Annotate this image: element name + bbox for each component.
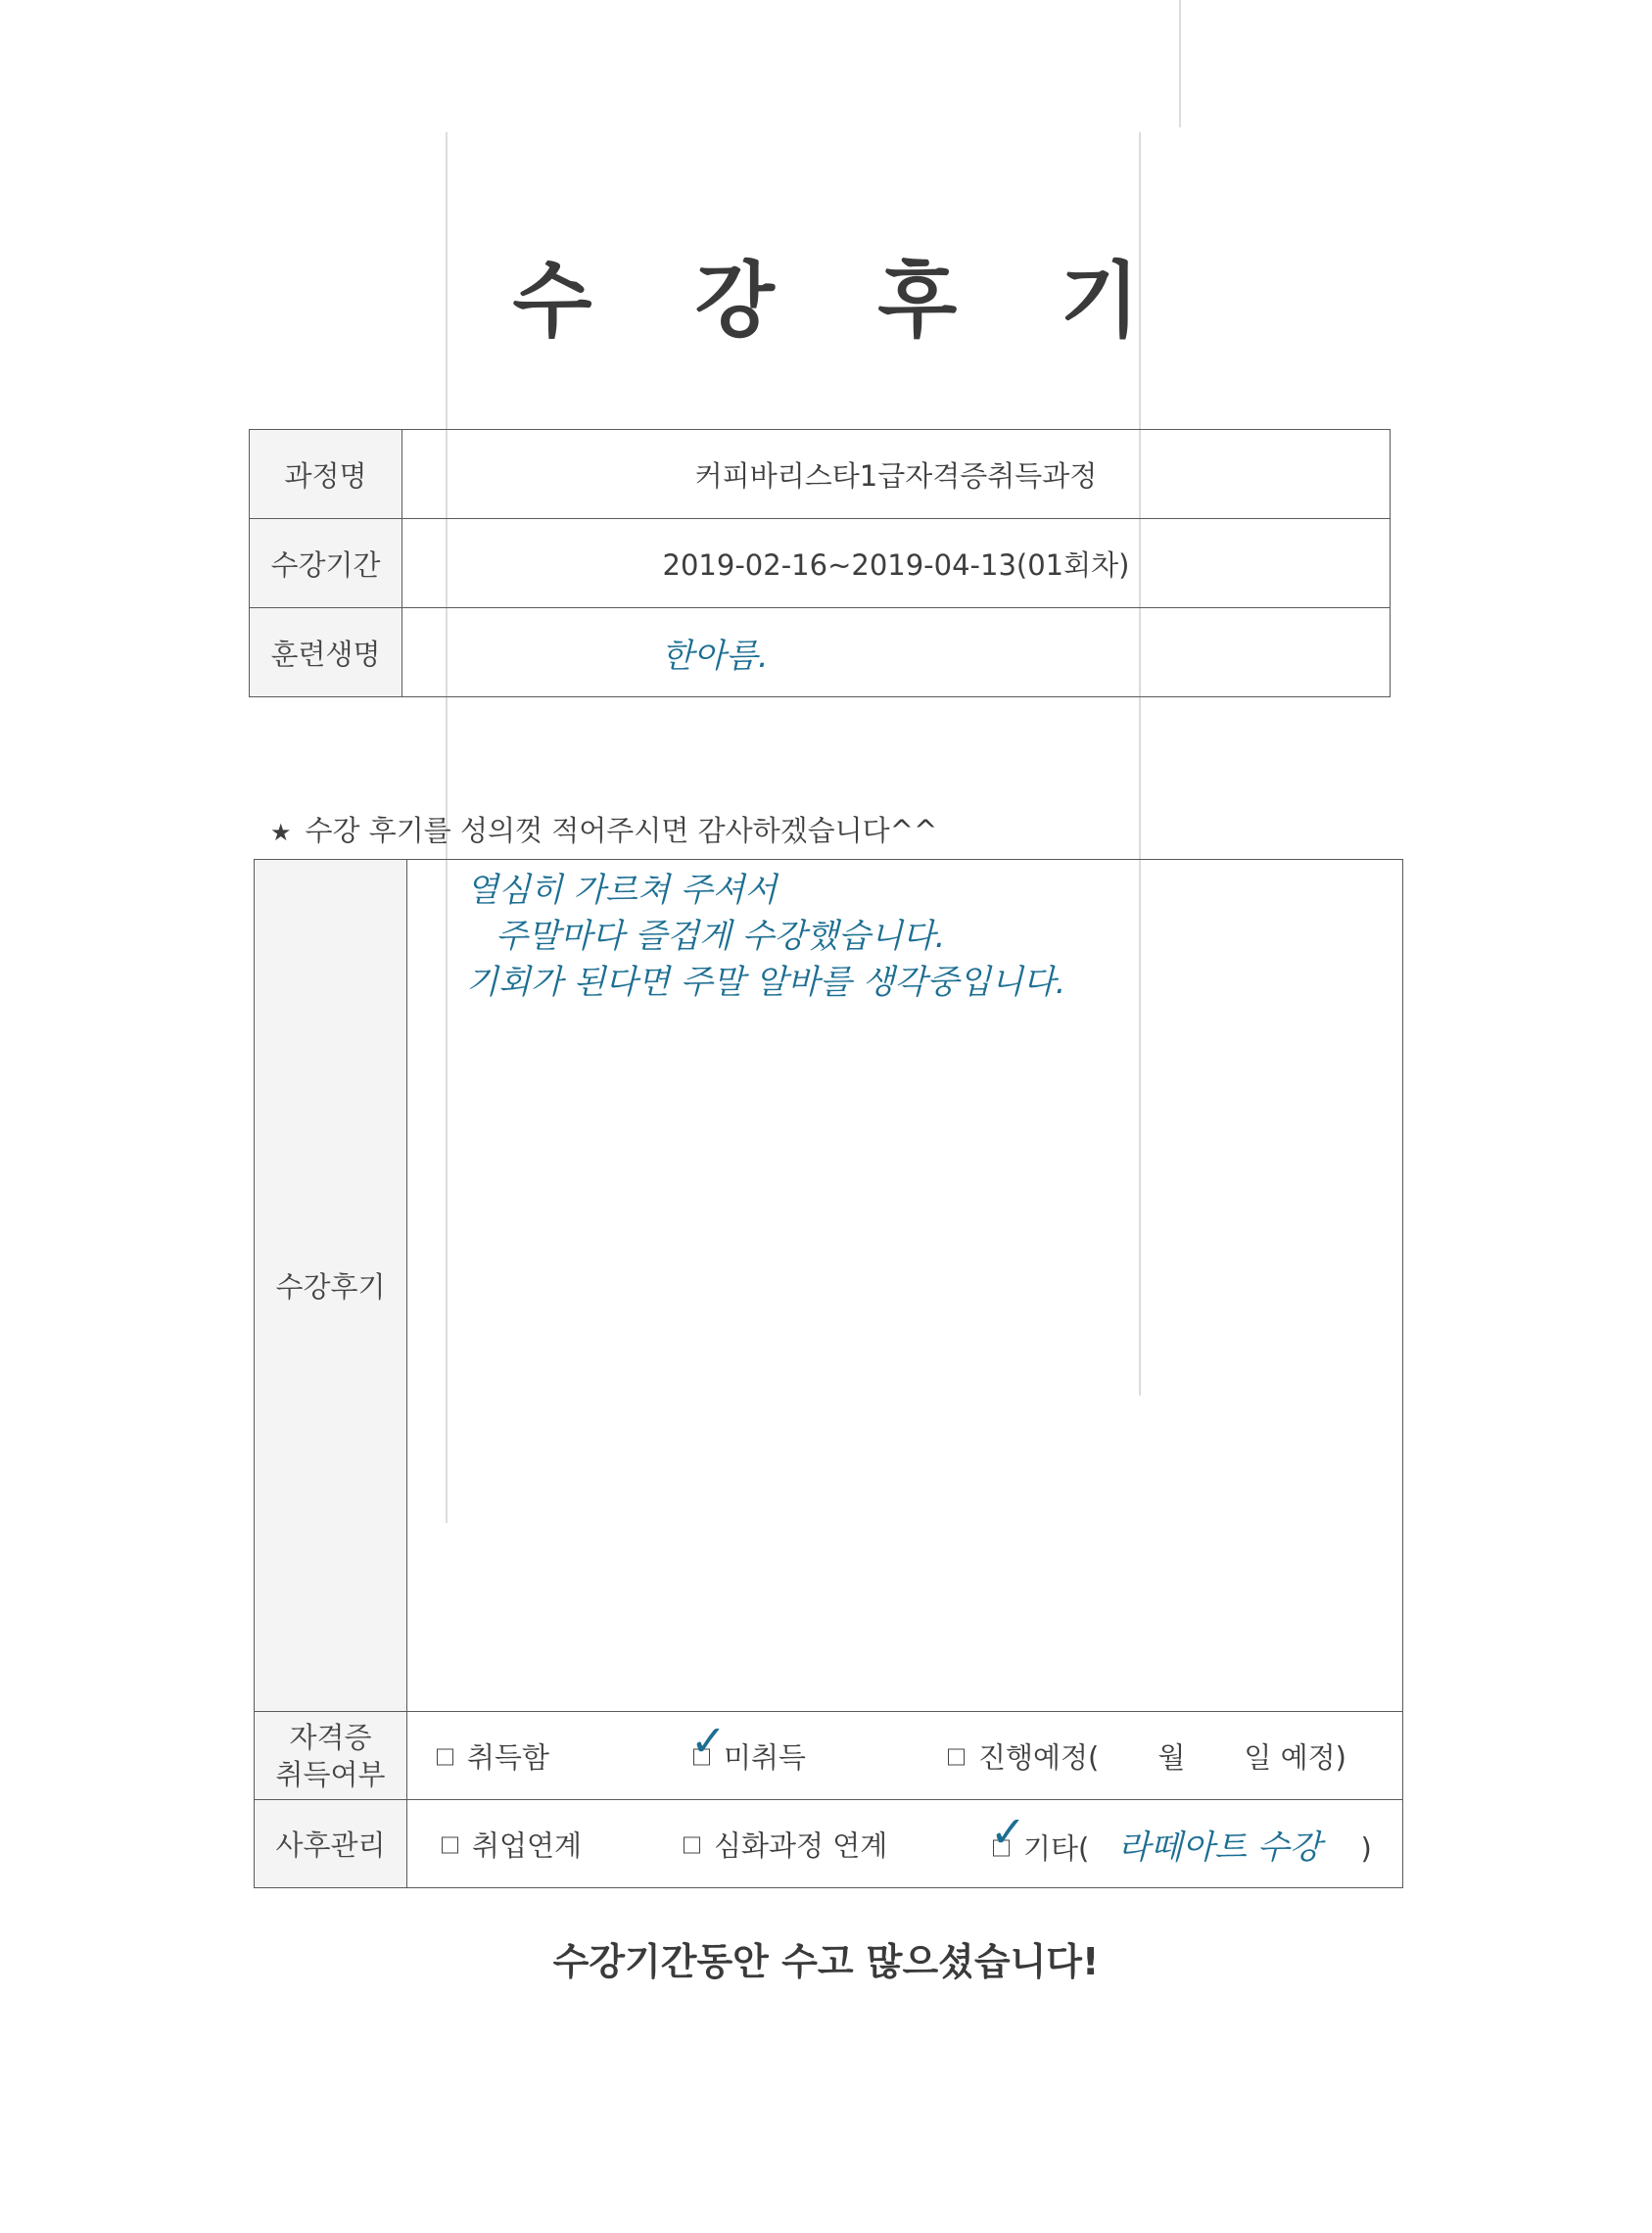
course-name-value: 커피바리스타1급자격증취득과정 — [402, 430, 1391, 519]
checkbox-job[interactable] — [442, 1837, 458, 1854]
other-handwritten-value: 라떼아트 수강 — [1117, 1828, 1322, 1867]
followup-options — [407, 1800, 1403, 1888]
checkbox-acquired[interactable] — [437, 1749, 453, 1766]
checkbox-other[interactable] — [990, 1807, 1026, 1858]
review-label: 수강후기 — [255, 860, 407, 1712]
option-acquired[interactable] — [437, 1735, 549, 1776]
scan-line-top — [1179, 0, 1181, 127]
review-notice — [270, 809, 937, 849]
review-notice-text: 수강 후기를 성의껏 적어주시면 감사하겠습니다^^ — [305, 814, 938, 847]
trainee-row — [250, 608, 1391, 697]
review-line-1: 열심히 가르쳐 주셔서 — [466, 871, 778, 910]
certificate-row — [255, 1712, 1403, 1800]
course-period-value: 2019-02-16~2019-04-13(01회차) — [402, 519, 1391, 608]
review-row — [255, 860, 1403, 1712]
course-period-row — [250, 519, 1391, 608]
other-close-paren: ) — [1360, 1831, 1372, 1865]
trainee-name-handwritten: 한아름. — [661, 636, 769, 676]
option-advanced[interactable] — [684, 1824, 887, 1864]
certificate-label — [255, 1712, 407, 1800]
checkbox-advanced[interactable] — [684, 1837, 700, 1854]
review-line-3: 기회가 된다면 주말 알바를 생각중입니다. — [466, 963, 1066, 1002]
option-not-acquired-label: 미취득 — [724, 1740, 807, 1774]
trainee-name-cell — [402, 608, 1391, 697]
review-line-2: 주말마다 즐겁게 수강했습니다. — [496, 917, 946, 956]
check-mark-icon: ✓ — [690, 1716, 727, 1767]
option-not-acquired[interactable] — [690, 1716, 807, 1776]
course-info-table — [249, 429, 1391, 697]
course-period-label: 수강기간 — [250, 519, 402, 608]
certificate-options — [407, 1712, 1403, 1800]
option-other[interactable] — [990, 1807, 1372, 1868]
followup-label: 사후관리 — [255, 1800, 407, 1888]
option-planned[interactable] — [948, 1735, 1346, 1776]
star-icon: ★ — [270, 819, 292, 846]
check-mark-icon: ✓ — [990, 1807, 1026, 1858]
trainee-label: 훈련생명 — [250, 608, 402, 697]
option-acquired-label: 취득함 — [467, 1740, 550, 1774]
closing-message: 수강기간동안 수고 많으셨습니다! — [552, 1940, 1100, 1983]
course-name-label: 과정명 — [250, 430, 402, 519]
checkbox-planned[interactable] — [948, 1749, 965, 1766]
planned-day: 일 예정) — [1244, 1740, 1346, 1774]
option-other-label: 기타( — [1023, 1831, 1090, 1865]
review-table — [254, 859, 1403, 1888]
option-planned-label: 진행예정( — [978, 1740, 1100, 1774]
course-name-row — [250, 430, 1391, 519]
review-handwritten-text — [407, 860, 1402, 1006]
review-content-cell[interactable] — [407, 860, 1403, 1712]
option-job[interactable] — [442, 1824, 582, 1864]
followup-row — [255, 1800, 1403, 1888]
certificate-label-line-2: 취득여부 — [275, 1757, 386, 1791]
planned-month: 월 — [1157, 1740, 1186, 1774]
option-job-label: 취업연계 — [472, 1829, 583, 1862]
option-advanced-label: 심화과정 연계 — [714, 1829, 888, 1862]
certificate-label-line-1: 자격증 — [289, 1720, 372, 1754]
page-title: 수 강 후 기 — [512, 253, 1177, 349]
checkbox-not-acquired[interactable] — [690, 1716, 727, 1767]
